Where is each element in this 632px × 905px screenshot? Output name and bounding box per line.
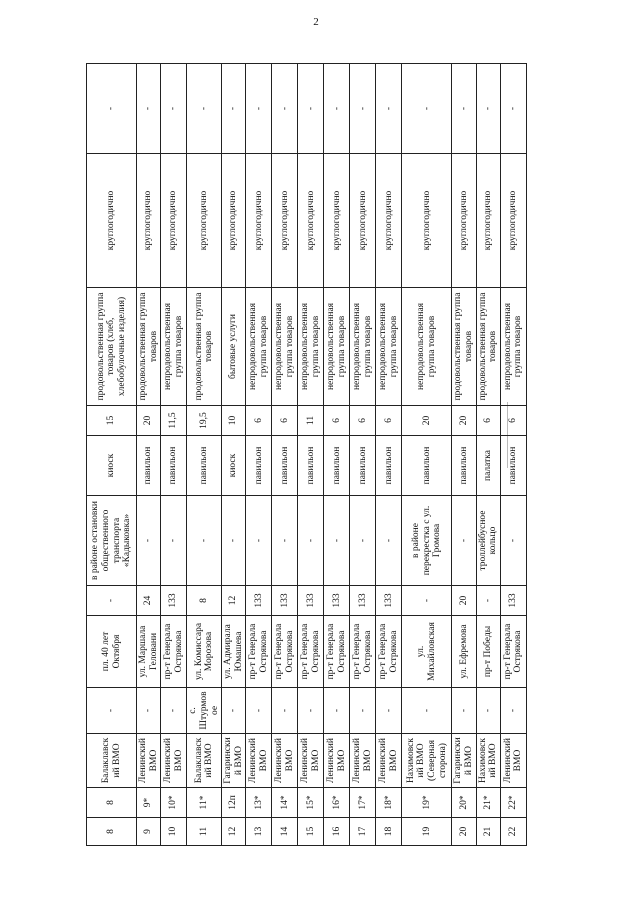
cell-note: - <box>246 64 272 154</box>
cell-street: ул. Михайловская <box>402 616 452 688</box>
cell-district: Гагаринский ВМО <box>222 734 246 788</box>
cell-row-number: 16 <box>324 818 350 846</box>
cell-area: 11,5 <box>161 406 187 436</box>
cell-house: 20 <box>452 586 476 616</box>
cell-scheme-number: 15* <box>298 788 324 818</box>
table-row <box>350 64 376 846</box>
cell-specialization: бытовые услуги <box>222 288 246 406</box>
cell-note: - <box>87 64 137 154</box>
cell-scheme-number: 18* <box>376 788 402 818</box>
cell-area: 10 <box>222 406 246 436</box>
cell-house: - <box>87 586 137 616</box>
table-row <box>161 64 187 846</box>
cell-landmark: - <box>161 496 187 586</box>
cell-note: - <box>324 64 350 154</box>
cell-settlement: - <box>246 688 272 734</box>
table-row <box>500 64 526 846</box>
cell-landmark: - <box>137 496 161 586</box>
cell-area: 6 <box>246 406 272 436</box>
cell-period: круглогодично <box>500 154 526 288</box>
cell-street: пл. 40 лет Октября <box>87 616 137 688</box>
cell-district: Ленинский ВМО <box>376 734 402 788</box>
cell-area: 15 <box>87 406 137 436</box>
cell-object-type: киоск <box>222 436 246 496</box>
cell-settlement: - <box>452 688 476 734</box>
cell-row-number: 18 <box>376 818 402 846</box>
cell-scheme-number: 17* <box>350 788 376 818</box>
cell-specialization: непродовольственная группа товаров <box>350 288 376 406</box>
cell-row-number: 11 <box>187 818 222 846</box>
cell-note: - <box>161 64 187 154</box>
table-row <box>187 64 222 846</box>
cell-period: круглогодично <box>137 154 161 288</box>
cell-specialization: непродовольственная группа товаров <box>324 288 350 406</box>
cell-scheme-number: 22* <box>500 788 526 818</box>
cell-street: ул. Маршала Геловани <box>137 616 161 688</box>
cell-object-type: палатка <box>476 436 500 496</box>
table-row <box>376 64 402 846</box>
cell-scheme-number: 14* <box>272 788 298 818</box>
cell-row-number: 17 <box>350 818 376 846</box>
cell-note: - <box>376 64 402 154</box>
cell-period: круглогодично <box>350 154 376 288</box>
cell-settlement: - <box>324 688 350 734</box>
table-row <box>324 64 350 846</box>
cell-house: 133 <box>161 586 187 616</box>
table-row <box>222 64 246 846</box>
cell-district: Ленинский ВМО <box>137 734 161 788</box>
table-row <box>452 64 476 846</box>
cell-landmark: - <box>246 496 272 586</box>
cell-settlement: - <box>376 688 402 734</box>
cell-area: 20 <box>452 406 476 436</box>
cell-district: Ленинский ВМО <box>161 734 187 788</box>
cell-object-type: павильон <box>324 436 350 496</box>
table-row <box>298 64 324 846</box>
cell-row-number: 14 <box>272 818 298 846</box>
cell-note: - <box>500 64 526 154</box>
cell-note: - <box>452 64 476 154</box>
cell-row-number: 9 <box>137 818 161 846</box>
cell-object-type: павильон <box>161 436 187 496</box>
cell-landmark: в районе перекрестка с ул. Громова <box>402 496 452 586</box>
cell-district: Ленинский ВМО <box>246 734 272 788</box>
cell-scheme-number: 11* <box>187 788 222 818</box>
cell-house: 133 <box>376 586 402 616</box>
cell-period: круглогодично <box>452 154 476 288</box>
cell-district: Балаклавский ВМО <box>187 734 222 788</box>
cell-house: 133 <box>350 586 376 616</box>
cell-settlement: - <box>350 688 376 734</box>
cell-note: - <box>298 64 324 154</box>
cell-specialization: продовольственная группа товаров <box>476 288 500 406</box>
cell-settlement: - <box>87 688 137 734</box>
cell-row-number: 12 <box>222 818 246 846</box>
cell-street: пр-т Генерала Острякова <box>272 616 298 688</box>
cell-scheme-number: 20* <box>452 788 476 818</box>
cell-note: - <box>272 64 298 154</box>
cell-note: - <box>476 64 500 154</box>
cell-row-number: 10 <box>161 818 187 846</box>
cell-house: 12 <box>222 586 246 616</box>
cell-area: 11 <box>298 406 324 436</box>
table-row <box>137 64 161 846</box>
cell-object-type: павильон <box>402 436 452 496</box>
cell-row-number: 8 <box>87 818 137 846</box>
cell-scheme-number: 19* <box>402 788 452 818</box>
cell-district: Ленинский ВМО <box>298 734 324 788</box>
table-row-first <box>87 64 137 846</box>
page-number: 2 <box>313 16 319 28</box>
cell-landmark: - <box>452 496 476 586</box>
cell-note: - <box>350 64 376 154</box>
cell-settlement: - <box>476 688 500 734</box>
cell-object-type: киоск <box>87 436 137 496</box>
cell-area: 6 <box>324 406 350 436</box>
table-row <box>246 64 272 846</box>
cell-specialization: непродовольственная группа товаров <box>161 288 187 406</box>
cell-house: - <box>402 586 452 616</box>
cell-house: - <box>476 586 500 616</box>
cell-scheme-number: 8 <box>87 788 137 818</box>
cell-scheme-number: 10* <box>161 788 187 818</box>
cell-period: круглогодично <box>272 154 298 288</box>
cell-settlement: - <box>298 688 324 734</box>
cell-scheme-number: 12п <box>222 788 246 818</box>
cell-specialization: непродовольственная группа товаров <box>298 288 324 406</box>
rotated-table-container <box>86 64 524 846</box>
cell-area: 20 <box>402 406 452 436</box>
cell-street: пр-т Генерала Острякова <box>350 616 376 688</box>
cell-settlement: - <box>137 688 161 734</box>
cell-area: 20 <box>137 406 161 436</box>
cell-scheme-number: 21* <box>476 788 500 818</box>
cell-settlement: - <box>222 688 246 734</box>
cell-street: ул. Адмирала Юмашева <box>222 616 246 688</box>
cell-scheme-number: 13* <box>246 788 272 818</box>
cell-object-type: павильон <box>272 436 298 496</box>
cell-row-number: 19 <box>402 818 452 846</box>
cell-landmark: - <box>222 496 246 586</box>
cell-settlement: - <box>402 688 452 734</box>
cell-scheme-number: 16* <box>324 788 350 818</box>
cell-landmark: троллейбусное кольцо <box>476 496 500 586</box>
table-row <box>476 64 500 846</box>
cell-district: Ленинский ВМО <box>324 734 350 788</box>
cell-period: круглогодично <box>222 154 246 288</box>
cell-street: пр-т Генерала Острякова <box>324 616 350 688</box>
cell-period: круглогодично <box>187 154 222 288</box>
cell-landmark: - <box>500 496 526 586</box>
cell-object-type: павильон <box>246 436 272 496</box>
cell-settlement: - <box>500 688 526 734</box>
cell-street: пр-т Генерала Острякова <box>376 616 402 688</box>
cell-landmark: - <box>187 496 222 586</box>
cell-specialization: продовольственная группа товаров <box>452 288 476 406</box>
cell-row-number: 20 <box>452 818 476 846</box>
cell-area: 6 <box>376 406 402 436</box>
cell-district: Нахимовский ВМО <box>476 734 500 788</box>
cell-area: 6 <box>476 406 500 436</box>
cell-object-type: павильон <box>350 436 376 496</box>
cell-specialization: непродовольственная группа товаров <box>402 288 452 406</box>
cell-object-type: павильон <box>376 436 402 496</box>
cell-period: круглогодично <box>402 154 452 288</box>
cell-specialization: непродовольственная группа товаров <box>246 288 272 406</box>
cell-object-type: павильон <box>187 436 222 496</box>
cell-row-number: 15 <box>298 818 324 846</box>
cell-scheme-number: 9* <box>137 788 161 818</box>
cell-specialization: непродовольственная группа товаров <box>376 288 402 406</box>
cell-house: 133 <box>500 586 526 616</box>
cell-row-number: 22 <box>500 818 526 846</box>
cell-house: 8 <box>187 586 222 616</box>
rotated-table-frame <box>86 64 524 846</box>
cell-house: 24 <box>137 586 161 616</box>
cell-period: круглогодично <box>246 154 272 288</box>
cell-street: пр-т Генерала Острякова <box>500 616 526 688</box>
cell-district: Нахимовский ВМО (Северная сторона) <box>402 734 452 788</box>
cell-landmark: - <box>376 496 402 586</box>
cell-settlement: с. Штурмовое <box>187 688 222 734</box>
cell-specialization: непродовольственная группа товаров <box>272 288 298 406</box>
cell-street: пр-т Генерала Острякова <box>161 616 187 688</box>
cell-district: Ленинский ВМО <box>272 734 298 788</box>
cell-landmark: - <box>350 496 376 586</box>
cell-row-number: 13 <box>246 818 272 846</box>
cell-landmark: - <box>272 496 298 586</box>
cell-street: пр-т Победы <box>476 616 500 688</box>
cell-period: круглогодично <box>476 154 500 288</box>
cell-object-type: павильон <box>452 436 476 496</box>
cell-street: ул. Ефремова <box>452 616 476 688</box>
cell-period: круглогодично <box>324 154 350 288</box>
cell-period: круглогодично <box>161 154 187 288</box>
cell-district: Ленинский ВМО <box>350 734 376 788</box>
cell-landmark: - <box>298 496 324 586</box>
cell-specialization: продовольственная группа товаров <box>187 288 222 406</box>
cell-district: Ленинский ВМО <box>500 734 526 788</box>
cell-object-type: павильон <box>500 436 526 496</box>
cell-row-number: 21 <box>476 818 500 846</box>
cell-area: 6 <box>350 406 376 436</box>
cell-period: круглогодично <box>87 154 137 288</box>
cell-district: Гагаринский ВМО <box>452 734 476 788</box>
cell-area: 19,5 <box>187 406 222 436</box>
cell-period: круглогодично <box>376 154 402 288</box>
cell-district: Балаклавский ВМО <box>87 734 137 788</box>
cell-note: - <box>187 64 222 154</box>
cell-landmark: - <box>324 496 350 586</box>
cell-settlement: - <box>272 688 298 734</box>
cell-house: 133 <box>246 586 272 616</box>
cell-area: 6 <box>500 406 526 436</box>
cell-settlement: - <box>161 688 187 734</box>
cell-specialization: продовольственная группа товаров <box>137 288 161 406</box>
cell-landmark: в районе остановки общественного транспорта «Кадыковка» <box>87 496 137 586</box>
cell-note: - <box>222 64 246 154</box>
cell-object-type: павильон <box>137 436 161 496</box>
trade-objects-table <box>86 63 527 846</box>
table-row <box>272 64 298 846</box>
cell-house: 133 <box>298 586 324 616</box>
cell-area: 6 <box>272 406 298 436</box>
cell-street: пр-т Генерала Острякова <box>246 616 272 688</box>
cell-note: - <box>402 64 452 154</box>
cell-specialization: продовольственная группа товаров (хлеб, хлебобулочные изделия) <box>87 288 137 406</box>
cell-note: - <box>137 64 161 154</box>
cell-object-type: павильон <box>298 436 324 496</box>
cell-period: круглогодично <box>298 154 324 288</box>
cell-street: пр-т Генерала Острякова <box>298 616 324 688</box>
cell-street: ул. Комиссара Морозова <box>187 616 222 688</box>
table-body <box>87 64 527 846</box>
table-row <box>402 64 452 846</box>
cell-house: 133 <box>324 586 350 616</box>
cell-house: 133 <box>272 586 298 616</box>
cell-specialization: непродовольственная группа товаров <box>500 288 526 406</box>
